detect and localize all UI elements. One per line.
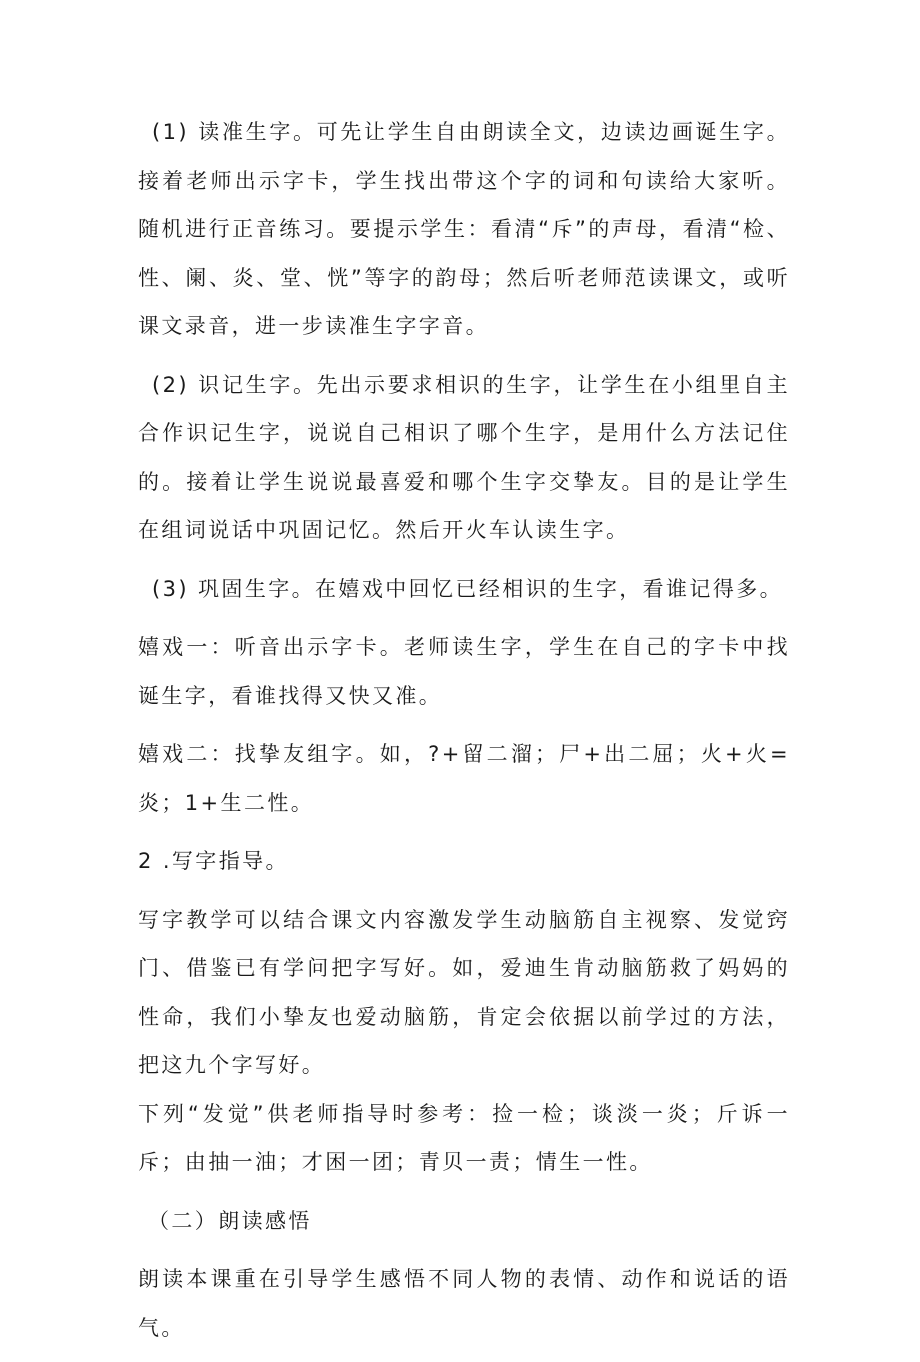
paragraph-writing-teaching: 写字教学可以结合课文内容激发学生动脑筋自主视察、发觉窍门、借鉴已有学问把字写好。如，爱迪生肯动脑筋救了妈妈的性命，我们小挚友也爱动脑筋，肯定会依据以前学过的方法，把这九个字写好。 — [138, 907, 790, 1077]
section-heading-reading-comprehension: （二）朗读感悟 — [148, 1208, 312, 1233]
document-body — [138, 108, 790, 1362]
paragraph-reading-focus: 朗读本课重在引导学生感悟不同人物的表情、动作和说话的语气。 — [138, 1267, 790, 1340]
paragraph-game-two: 嬉戏二：找挚友组字。如，?+留二溜；尸+出二屈；火+火=炎；1+生二性。 — [138, 742, 790, 815]
paragraph-read-new-characters: (1) 读准生字。可先让学生自由朗读全文，边读边画诞生字。接着老师出示字卡，学生找出带这个字的词和句读给大家听。随机进行正音练习。要提示学生：看清“斥”的声母，看清“检、性、阑、炎、堂、恍”等字的韵母；然后听老师范读课文，或听课文录音，进一步读准生字字音。 — [138, 120, 790, 338]
paragraph-memorize-new-characters: (2) 识记生字。先出示要求相识的生字，让学生在小组里自主合作识记生字，说说自己相识了哪个生字，是用什么方法记住的。接着让学生说说最喜爱和哪个生字交挚友。目的是让学生在组词说话中巩固记忆。然后开火车认读生字。 — [138, 372, 790, 542]
paragraph-discovery-reference: 下列“发觉”供老师指导时参考：捡一检；谈淡一炎；斤诉一斥；由抽一油；才困一团；青贝一责；情生一性。 — [138, 1101, 790, 1174]
paragraph-game-one: 嬉戏一：听音出示字卡。老师读生字，学生在自己的字卡中找诞生字，看谁找得又快又准。 — [138, 635, 790, 708]
paragraph-consolidate-new-characters: (3) 巩固生字。在嬉戏中回忆已经相识的生字，看谁记得多。 — [152, 576, 784, 601]
section-heading-writing-guidance: 2 .写字指导。 — [138, 849, 289, 873]
